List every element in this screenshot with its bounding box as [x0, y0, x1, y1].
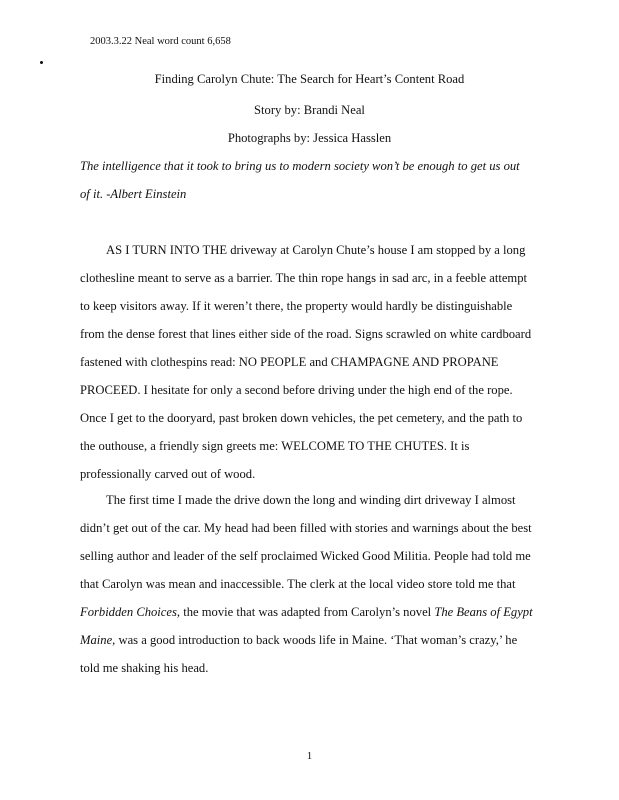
- paragraph-line: The first time I made the drive down the long and winding dirt driveway I almost: [106, 493, 516, 507]
- paragraph-line: [80, 626, 550, 654]
- epigraph-line: The intelligence that it took to bring us to modern society won’t be enough to get us out: [80, 159, 520, 173]
- paragraph-line: selling author and leader of the self proclaimed Wicked Good Militia. People had told me: [80, 549, 531, 563]
- paragraph-line: told me shaking his head.: [80, 661, 209, 675]
- photo-credit: Photographs by: Jessica Hasslen: [227, 131, 392, 145]
- paragraph-line: didn’t get out of the car. My head had been filled with stories and warnings about the best: [80, 521, 532, 535]
- paragraph-line: [80, 598, 550, 626]
- paragraph-line: professionally carved out of wood.: [80, 467, 256, 481]
- stray-mark: [40, 61, 43, 64]
- header-note: 2003.3.22 Neal word count 6,658: [90, 36, 231, 47]
- page-number: 1: [306, 750, 313, 762]
- paragraph-line: from the dense forest that lines either side of the road. Signs scrawled on white cardboard: [80, 327, 532, 341]
- paragraph-line: the outhouse, a friendly sign greets me: WELCOME TO THE CHUTES. It is: [80, 439, 470, 453]
- epigraph-attribution: of it. -Albert Einstein: [80, 187, 187, 201]
- novel-title: The Beans of Egypt: [434, 605, 533, 619]
- paragraph-line: PROCEED. I hesitate for only a second before driving under the high end of the rope.: [80, 383, 513, 397]
- paragraph-1: [80, 236, 550, 488]
- line-text: was a good introduction to back woods life in Maine. ‘That woman’s crazy,’ he: [115, 633, 518, 647]
- paragraph-line: clothesline meant to serve as a barrier. The thin rope hangs in sad arc, in a feeble attempt: [80, 271, 528, 285]
- paragraph-2: [80, 486, 550, 682]
- line-text: the movie that was adapted from Carolyn’s novel: [180, 605, 435, 619]
- paragraph-line: fastened with clothespins read: NO PEOPLE and CHAMPAGNE AND PROPANE: [80, 355, 499, 369]
- byline: Story by: Brandi Neal: [254, 103, 365, 117]
- film-title: Forbidden Choices,: [80, 605, 181, 619]
- paragraph-line: to keep visitors away. If it weren’t there, the property would hardly be distinguishable: [80, 299, 513, 313]
- paragraph-line: that Carolyn was mean and inaccessible. The clerk at the local video store told me that: [80, 577, 516, 591]
- paragraph-line: AS I TURN INTO THE driveway at Carolyn Chute’s house I am stopped by a long: [106, 243, 526, 257]
- epigraph: [80, 152, 550, 208]
- paragraph-line: Once I get to the dooryard, past broken down vehicles, the pet cemetery, and the path to: [80, 411, 523, 425]
- novel-title-end: Maine,: [80, 633, 116, 647]
- article-title: Finding Carolyn Chute: The Search for Heart’s Content Road: [154, 72, 465, 86]
